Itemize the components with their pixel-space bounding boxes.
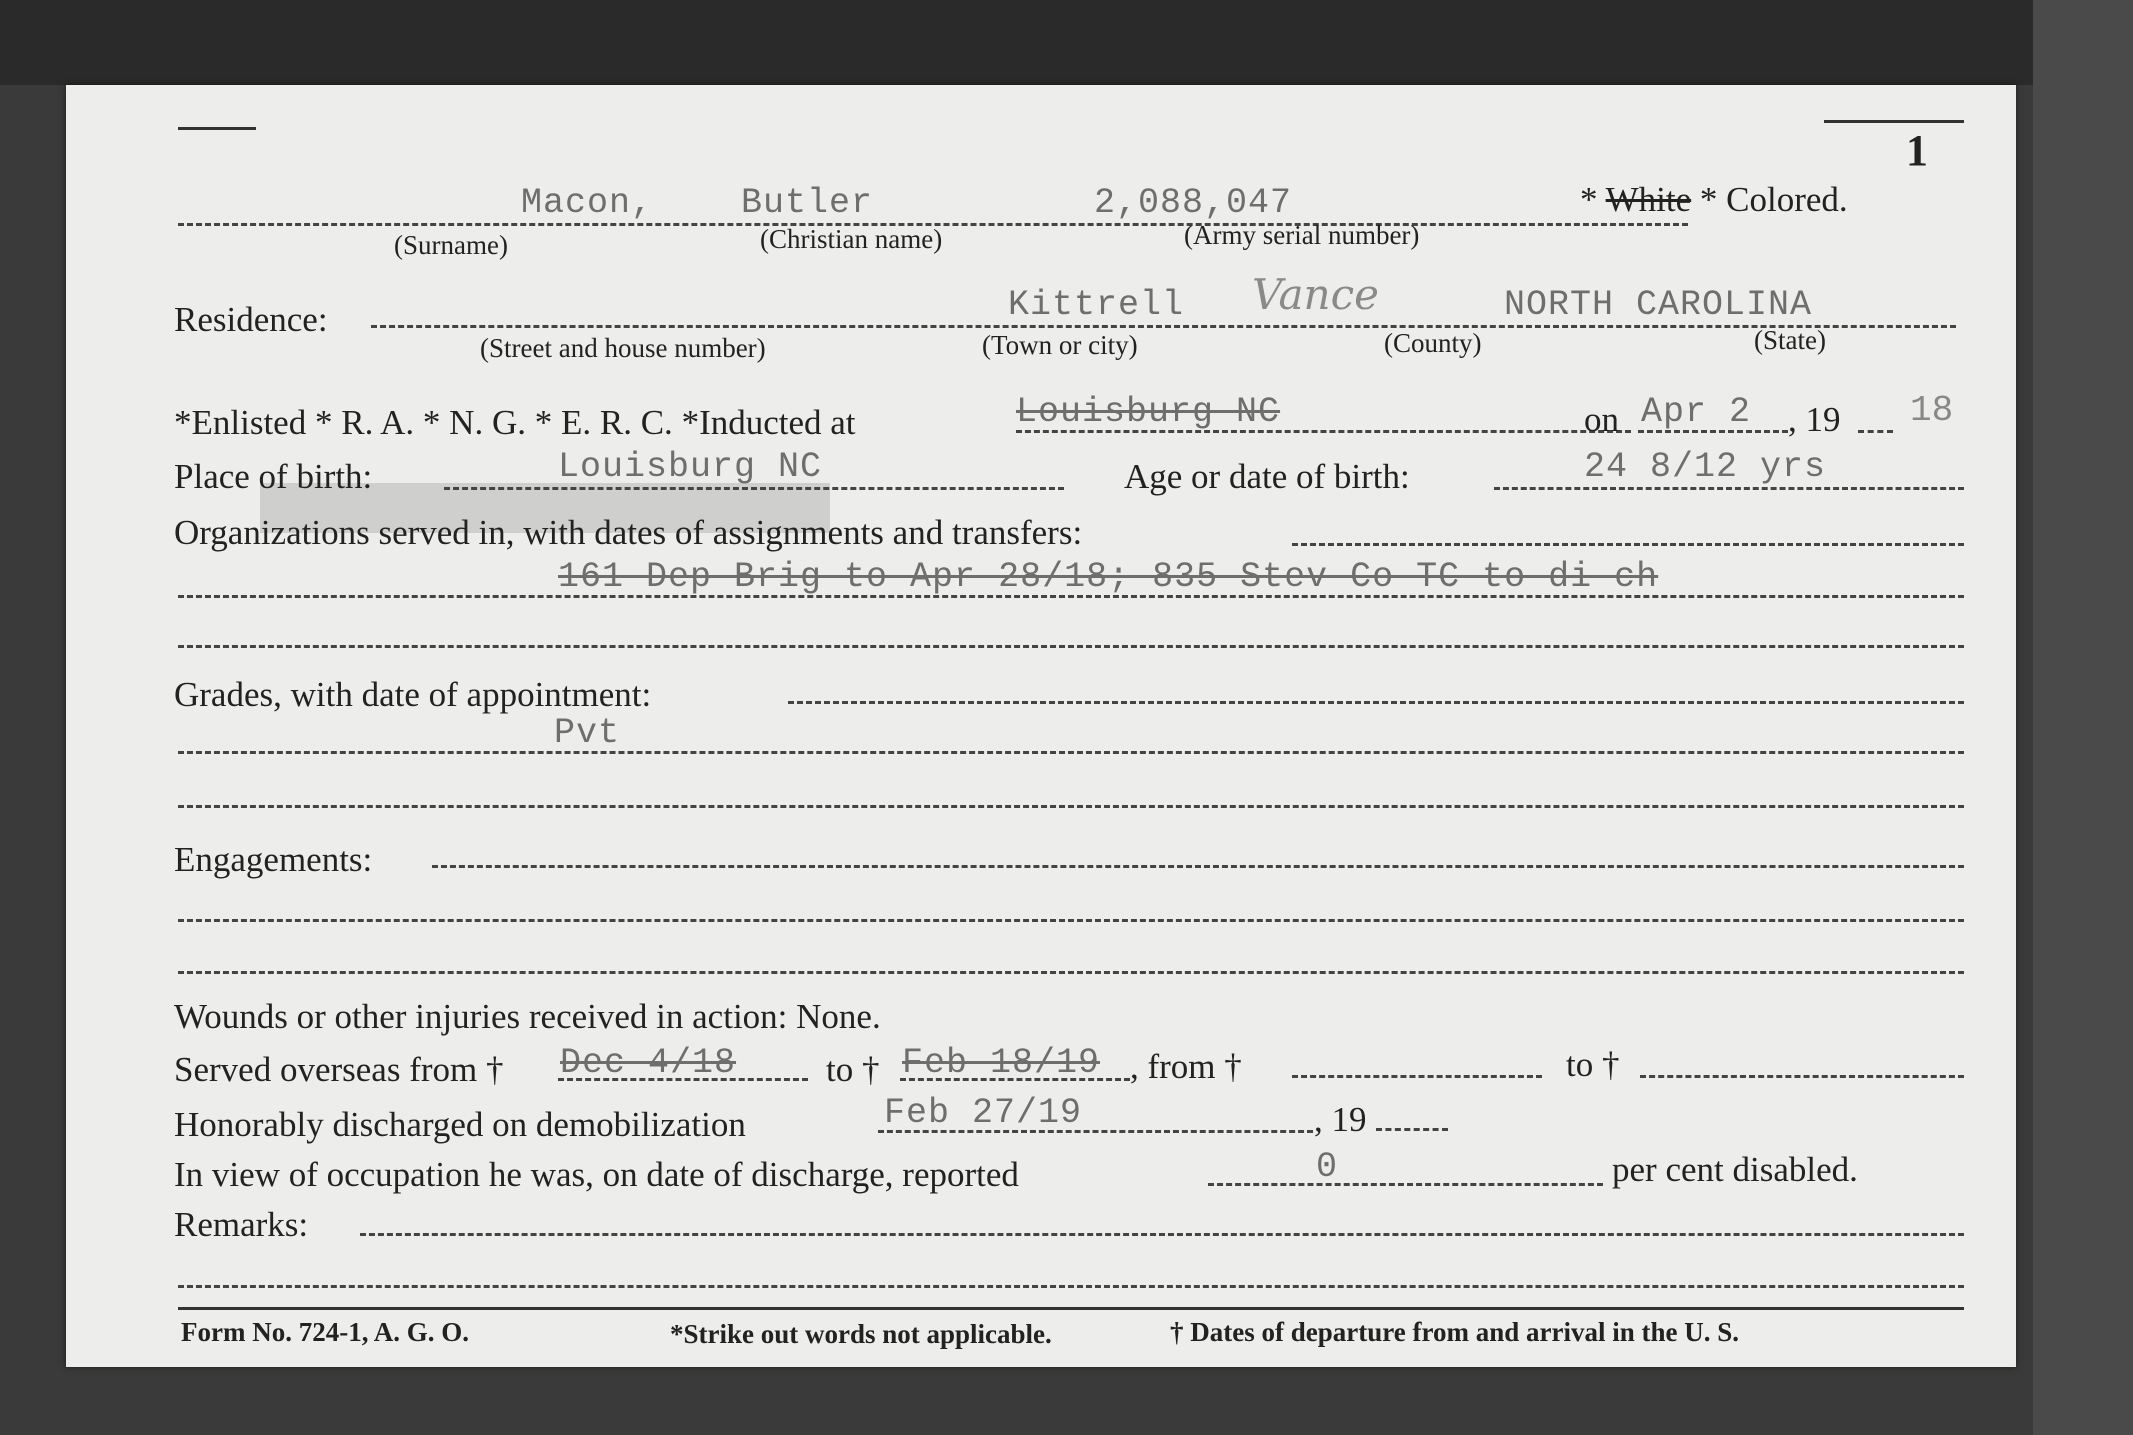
overseas-to-label: to † — [826, 1050, 880, 1089]
percent-disabled-value: 0 — [1316, 1147, 1339, 1187]
grades-line-2 — [178, 751, 1964, 754]
enlisted-option: *Enlisted — [174, 403, 307, 442]
colored-option: * Colored. — [1699, 180, 1848, 219]
scan-background-top — [0, 0, 2133, 85]
overseas-from2-line — [1292, 1075, 1542, 1078]
percent-line — [1208, 1183, 1603, 1186]
grades-line-1 — [788, 701, 1964, 704]
year-line — [1858, 430, 1893, 433]
on-label: on — [1584, 400, 1619, 439]
honorably-label: Honorably discharged on demobilization — [174, 1105, 746, 1144]
year-value-stamp: 18 — [1910, 390, 1954, 431]
town-value: Kittrell — [1008, 285, 1185, 325]
organizations-label: Organizations served in, with dates of assignments and transfers: — [174, 513, 1083, 552]
erc-option: * E. R. C. — [534, 403, 673, 442]
card-number: 1 — [1906, 126, 1928, 175]
state-value: NORTH CAROLINA — [1504, 285, 1813, 325]
honorably-year-label: , 19 — [1314, 1100, 1367, 1139]
inducted-at-value: Louisburg NC — [1016, 392, 1281, 432]
overseas-to-value: Feb 18/19 — [902, 1043, 1101, 1083]
remarks-line-2 — [178, 1285, 1964, 1288]
age-label: Age or date of birth: — [1124, 457, 1410, 496]
place-of-birth-label: Place of birth: — [174, 457, 373, 496]
discharged-value: Feb 27/19 — [884, 1093, 1083, 1133]
remarks-line-1 — [360, 1233, 1964, 1236]
overseas-to2-line — [1640, 1075, 1964, 1078]
per-cent-label: per cent disabled. — [1612, 1150, 1858, 1189]
race-options — [1580, 180, 1848, 220]
enlistment-row — [174, 403, 856, 443]
residence-line — [371, 325, 1956, 328]
army-serial-value: 2,088,047 — [1094, 183, 1293, 223]
age-line — [1494, 487, 1964, 490]
engagements-label: Engagements: — [174, 840, 373, 879]
remarks-label: Remarks: — [174, 1205, 309, 1244]
white-star: * — [1580, 180, 1598, 219]
year-prefix-label: , 19 — [1788, 400, 1841, 439]
grades-label: Grades, with date of appointment: — [174, 675, 652, 714]
white-option-struck: White — [1605, 180, 1692, 219]
residence-label: Residence: — [174, 300, 328, 339]
army-serial-label: (Army serial number) — [1184, 220, 1420, 250]
served-overseas-label: Served overseas from † — [174, 1050, 504, 1089]
engagements-line-2 — [178, 919, 1964, 922]
surname-value: Macon, — [521, 183, 654, 223]
county-value-handwritten: Vance — [1252, 270, 1379, 319]
top-left-rule — [178, 127, 256, 130]
age-value: 24 8/12 yrs — [1584, 447, 1827, 487]
organizations-line-1 — [1292, 543, 1964, 546]
top-right-rule — [1824, 120, 1964, 123]
inducted-at-label: *Inducted at — [681, 403, 856, 442]
overseas-from-value: Dec 4/18 — [560, 1043, 737, 1083]
dates-note: † Dates of departure from and arrival in the U. S. — [1170, 1317, 1739, 1347]
street-label: (Street and house number) — [480, 333, 766, 363]
organizations-value: 161 Dep Brig to Apr 28/18; 835 Stev Co TC to di ch — [558, 557, 1659, 597]
overseas-to2-label: to † — [1566, 1045, 1620, 1084]
honorably-year-line — [1376, 1128, 1448, 1131]
ra-option: * R. A. — [314, 403, 415, 442]
footer-rule — [178, 1307, 1964, 1310]
county-label: (County) — [1384, 328, 1482, 358]
occupation-label: In view of occupation he was, on date of discharge, reported — [174, 1155, 1019, 1194]
strike-note: *Strike out words not applicable. — [670, 1319, 1052, 1349]
ng-option: * N. G. — [422, 403, 526, 442]
place-of-birth-line — [444, 487, 1064, 490]
organizations-line-3 — [178, 645, 1964, 648]
state-label: (State) — [1754, 325, 1826, 355]
surname-label: (Surname) — [394, 230, 508, 260]
christian-name-label: (Christian name) — [760, 224, 943, 254]
grades-line-3 — [178, 805, 1964, 808]
town-label: (Town or city) — [982, 330, 1138, 360]
service-record-card — [66, 85, 2016, 1367]
christian-name-value: Butler — [741, 183, 874, 223]
inducted-on-value: Apr 2 — [1641, 392, 1752, 432]
overseas-from2-label: , from † — [1130, 1047, 1242, 1086]
grade-value: Pvt — [554, 713, 621, 753]
engagements-line-1 — [432, 865, 1964, 868]
engagements-line-3 — [178, 971, 1964, 974]
form-number: Form No. 724-1, A. G. O. — [181, 1317, 469, 1347]
place-of-birth-value: Louisburg NC — [558, 447, 823, 487]
wounds-label: Wounds or other injuries received in action: None. — [174, 997, 881, 1036]
scan-background-right — [2033, 0, 2133, 1435]
